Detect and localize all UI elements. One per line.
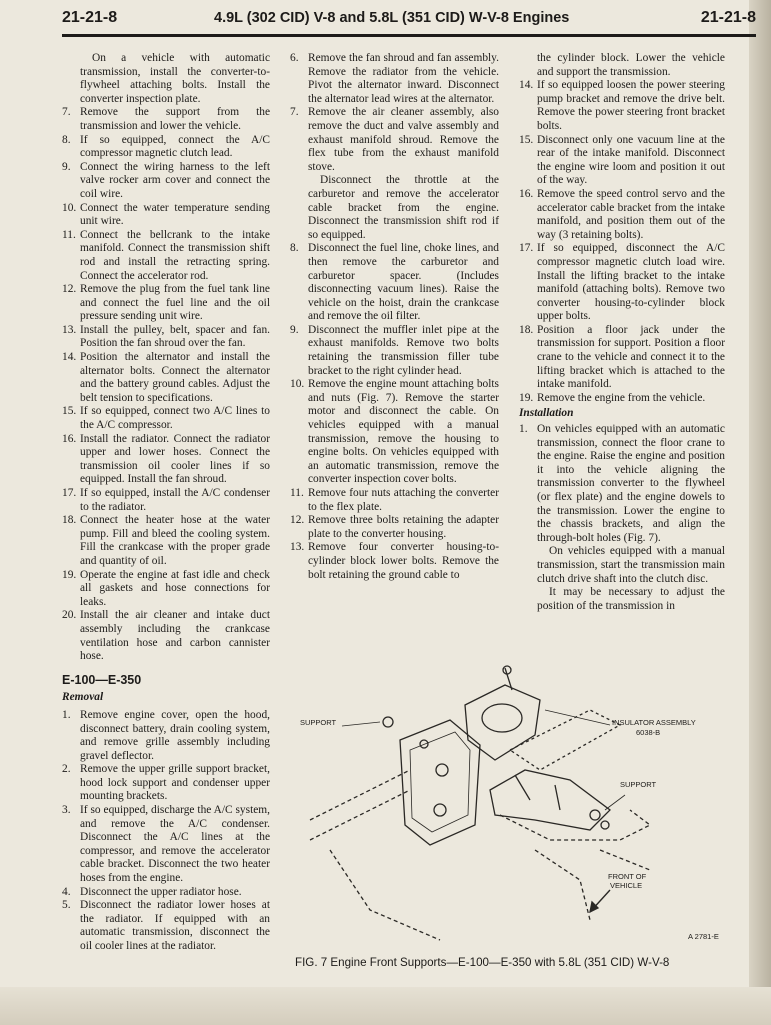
step-text: Remove four nuts attaching the converter to the flex plate. [308, 487, 499, 513]
step-number: 11. [62, 228, 76, 241]
list-item [290, 52, 499, 106]
list-item [62, 324, 270, 351]
step-text: Remove the upper grille support bracket, hood lock support and condenser upper mounting brackets. [80, 763, 270, 803]
step-text: If so equipped loosen the power steering pump bracket and remove the drive belt. Remove the power steering front bracket bolts. [537, 79, 725, 132]
step-text: Remove the engine from the vehicle. [537, 391, 706, 404]
step-number: 14. [519, 79, 534, 92]
installation-heading: Installation [519, 407, 574, 420]
removal-heading: Removal [62, 691, 104, 704]
step-text: Disconnect the radiator lower hoses at the radiator. If equipped with an automatic transmission, disconnect the oil cooler lines at the radiator. [80, 899, 270, 952]
list-item [62, 134, 270, 161]
page-edge-bottom [0, 987, 771, 1025]
step-list [290, 242, 499, 582]
list-item [62, 351, 270, 405]
list-item [62, 433, 270, 487]
list-item [62, 202, 270, 229]
page-title: 4.9L (302 CID) V-8 and 5.8L (351 CID) W-V-8 Engines [214, 10, 570, 26]
step-number: 17. [519, 242, 534, 255]
label-front-of: FRONT OF [608, 872, 647, 881]
list-item [290, 514, 499, 541]
list-item [62, 161, 270, 202]
list-item [519, 79, 725, 133]
step-text: If so equipped, install the A/C condenser to the radiator. [80, 487, 270, 513]
step-number: 18. [62, 514, 77, 527]
step-number: 12. [290, 514, 305, 527]
intro-paragraph: On a vehicle with automatic transmission, install the converter-to-flywheel attaching bolts. Install the converter inspection plate. [80, 52, 270, 105]
step-number: 3. [62, 804, 71, 817]
label-support-left: SUPPORT [300, 718, 337, 727]
step-number: 16. [519, 187, 534, 200]
bolt-icon [601, 821, 609, 829]
step-text: Operate the engine at fast idle and check all gaskets and hose connections for leaks. [80, 568, 270, 608]
insulator-assembly [465, 685, 540, 760]
column-3 [519, 52, 725, 613]
list-item [290, 106, 499, 174]
step-text: Remove four converter housing-to-cylinder block lower bolts. Remove the bolt retaining the ground cable to [308, 541, 499, 581]
list-item [62, 709, 270, 763]
step-number: 10. [290, 378, 305, 391]
step-text: If so equipped, connect the A/C compressor magnetic clutch lead. [80, 133, 270, 160]
column-1 [62, 52, 270, 954]
list-item [290, 378, 499, 487]
step-number: 15. [62, 405, 77, 418]
list-item [62, 899, 270, 953]
step-text: Install the radiator. Connect the radiator upper and lower hoses. Connect the transmission oil cooler lines if so equipped. Install the fan shroud. [80, 432, 270, 486]
step-number: 13. [290, 541, 305, 554]
step-list [62, 106, 270, 663]
list-item [519, 188, 725, 242]
list-item [519, 423, 725, 545]
step-text: Disconnect the fuel line, choke lines, and then remove the carburetor and carburetor spacer. (Includes disconnecting vacuum lines). Raise the vehicle on the hoist, drain the crankcase and remove the oil filter. [308, 242, 499, 323]
list-item [62, 886, 270, 900]
step-text: If so equipped, discharge the A/C system, and remove the A/C condenser. Disconnect the A/C lines at the compressor, and remove the accelerator cable bracket. Disconnect the two heater hoses from the engine. [80, 804, 270, 885]
step-number: 17. [62, 487, 77, 499]
step-list [290, 52, 499, 174]
list-item [519, 324, 725, 392]
label-support-right: SUPPORT [620, 780, 657, 789]
step-number: 14. [62, 351, 77, 364]
list-item [519, 392, 725, 406]
list-item [62, 514, 270, 568]
step-text: Remove the engine mount attaching bolts and nuts (Fig. 7). Remove the starter motor and disconnect the cable. On vehicles equipped with a manual transmission, remove the housing to engine bolts. On vehicles equipped with an automatic transmission, remove the converter inspection cover bolts. [308, 378, 499, 486]
step-text: On vehicles equipped with an automatic transmission, connect the floor crane to the engine. Raise the engine and position it into the vehicle aligning the transmission converter to the flywheel (or flex plate) and the engine dowels to the transmission. Lower the engine to the chassis brackets, and align the through-bolt holes (Fig. 7). [537, 423, 725, 544]
step-number: 19. [519, 391, 534, 404]
step-text: Remove the plug from the fuel tank line and connect the fuel line and the oil pressure sending unit wire. [80, 283, 270, 323]
bolt-icon [590, 810, 600, 820]
page-edge-right [749, 0, 771, 1025]
step-number: 6. [290, 52, 299, 64]
paragraph: On vehicles equipped with a manual transmission, start the transmission main clutch drive shaft into the clutch disc. [537, 545, 725, 585]
step-number: 7. [290, 106, 299, 119]
step-text: Remove the speed control servo and the accelerator cable bracket from the intake manifold, and position them out of the way (3 retaining bolts). [537, 187, 725, 241]
step-text: Disconnect the upper radiator hose. [80, 885, 242, 898]
list-item [290, 324, 499, 378]
step-text: Position the alternator and install the alternator bolts. Connect the alternator and the battery ground cables. Adjust the belt tension to specifications. [80, 351, 270, 404]
installation-step-list [519, 423, 725, 545]
bolt-icon [434, 804, 446, 816]
step-text: If so equipped, disconnect the A/C compressor magnetic clutch load wire. Install the lifting bracket to the intake manifold (attaching bolts). Remove two converter housing-to-cylinder block upper bolts. [537, 242, 725, 323]
step-number: 1. [519, 423, 528, 436]
label-insulator-assembly: INSULATOR ASSEMBLY [612, 718, 696, 727]
list-item [290, 487, 499, 514]
list-item [62, 609, 270, 663]
step-number: 18. [519, 323, 534, 336]
list-item [519, 242, 725, 324]
step-text: Position a floor jack under the transmission for support. Position a floor crane to the vehicle and connect it to the lifting bracket which is attached to the intake manifold. [537, 323, 725, 391]
step-number: 12. [62, 283, 77, 296]
label-vehicle: VEHICLE [610, 881, 643, 890]
page-number-left: 21-21-8 [62, 9, 118, 26]
removal-step-list [62, 709, 270, 954]
paragraph: It may be necessary to adjust the position of the transmission in [537, 586, 725, 612]
step-text: Remove engine cover, open the hood, disconnect battery, drain cooling system, and remove grille assembly including gravel deflector. [80, 708, 270, 762]
list-item [290, 541, 499, 582]
bolt-icon [383, 717, 393, 727]
step-text: Disconnect only one vacuum line at the rear of the intake manifold. Disconnect the engine wire loom and position it out of the way. [537, 133, 725, 187]
list-item [62, 569, 270, 610]
step-text: Install the air cleaner and intake duct assembly including the crankcase ventilation hose and carbon cannister hose. [80, 609, 270, 663]
step-number: 20. [62, 609, 77, 622]
step-number: 5. [62, 899, 71, 912]
list-item [62, 229, 270, 283]
step-number: 7. [62, 106, 71, 119]
figure-code: A 2781-E [688, 932, 719, 941]
continued-paragraph: the cylinder block. Lower the vehicle and support the transmission. [537, 52, 725, 78]
label-part-number: 6038-B [636, 728, 661, 737]
step-text: Connect the bellcrank to the intake manifold. Connect the transmission shift rod and install the retracting spring. Connect the accelerator rod. [80, 228, 270, 282]
step-text: Remove the fan shroud and fan assembly. Remove the radiator from the vehicle. Pivot the alternator inward. Disconnect the alternator lead wires at the alternator. [308, 52, 499, 105]
step-list [519, 79, 725, 405]
right-support-bracket [490, 770, 610, 830]
step-number: 9. [290, 323, 299, 336]
page-header [62, 8, 756, 37]
list-item [62, 763, 270, 804]
figure-caption: FIG. 7 Engine Front Supports—E-100—E-350 with 5.8L (351 CID) W-V-8 [295, 956, 670, 969]
list-item [62, 487, 270, 514]
step-text: If so equipped, connect two A/C lines to the A/C compressor. [80, 405, 270, 432]
paragraph: Disconnect the throttle at the carburetor and remove the accelerator cable bracket from the engine. Disconnect the transmission shift rod if so equipped. [308, 174, 499, 241]
engine-support-illustration [290, 650, 730, 950]
step-number: 16. [62, 432, 77, 445]
bolt-icon [436, 764, 448, 776]
step-number: 1. [62, 708, 71, 721]
engine-support-figure [290, 650, 730, 950]
step-text: Remove three bolts retaining the adapter plate to the converter housing. [308, 514, 499, 540]
step-number: 11. [290, 487, 304, 499]
step-number: 8. [290, 242, 299, 255]
step-text: Install the pulley, belt, spacer and fan. Position the fan shroud over the fan. [80, 323, 270, 350]
list-item [62, 106, 270, 133]
step-text: Connect the water temperature sending unit wire. [80, 201, 270, 228]
step-text: Connect the heater hose at the water pump. Fill and bleed the cooling system. Fill the crankcase with the proper grade and quantity of oil. [80, 514, 270, 567]
step-number: 15. [519, 133, 534, 146]
list-item [519, 134, 725, 188]
step-text: Remove the support from the transmission and lower the vehicle. [80, 106, 270, 132]
list-item [62, 405, 270, 432]
step-number: 2. [62, 763, 71, 776]
page-number-right: 21-21-8 [700, 9, 756, 26]
step-text: Disconnect the muffler inlet pipe at the exhaust manifolds. Remove two bolts retaining the transmission filler tube bracket to the right cylinder head. [308, 323, 499, 377]
step-number: 9. [62, 160, 71, 173]
step-number: 10. [62, 201, 77, 214]
column-2 [290, 52, 499, 582]
step-number: 13. [62, 323, 77, 336]
section-heading: E-100—E-350 [62, 672, 142, 687]
step-text: Connect the wiring harness to the left valve rocker arm cover and connect the coil wire. [80, 160, 270, 200]
step-text: Remove the air cleaner assembly, also remove the duct and valve assembly and exhaust manifold shroud. Remove the flex tube from the exhaust manifold stove. [308, 106, 499, 173]
step-number: 8. [62, 133, 71, 146]
list-item [62, 804, 270, 886]
list-item [62, 283, 270, 324]
step-number: 19. [62, 568, 77, 581]
step-number: 4. [62, 885, 71, 898]
list-item [290, 242, 499, 324]
